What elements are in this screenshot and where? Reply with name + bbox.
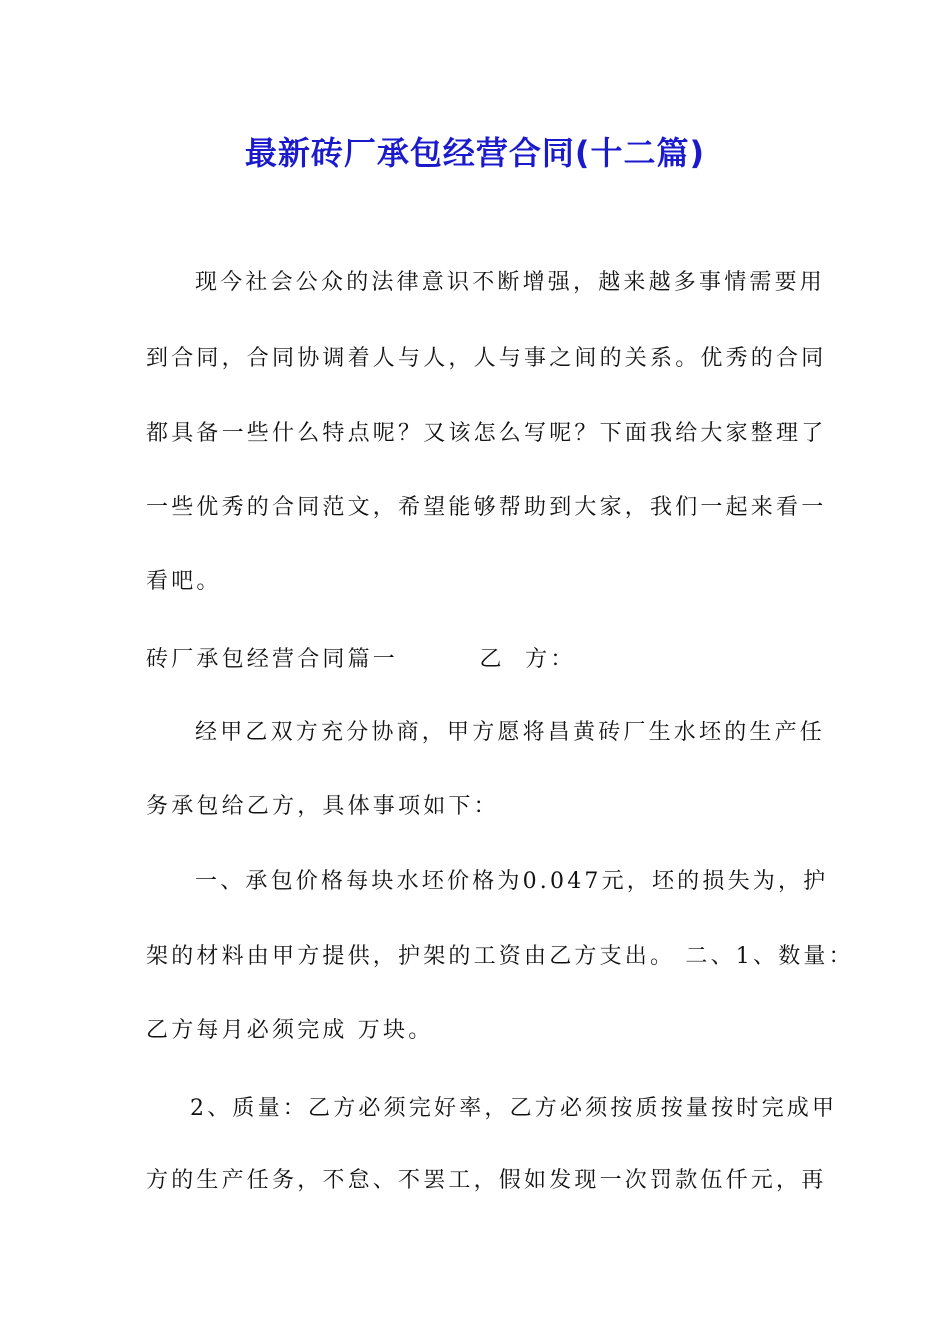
paragraph-line: 现今社会公众的法律意识不断增强，越来越多事情需要用 <box>195 270 826 295</box>
paragraph-line: 一些优秀的合同范文，希望能够帮助到大家，我们一起来看一 <box>146 495 827 520</box>
paragraph-line: 看吧。 <box>146 569 222 594</box>
paragraph-line: 乙方每月必须完成 万块。 <box>146 1018 434 1043</box>
paragraph-line: 架的材料由甲方提供，护架的工资由乙方支出。 二、1、数量： <box>146 944 854 969</box>
paragraph-line: 到合同，合同协调着人与人，人与事之间的关系。优秀的合同 <box>146 346 827 371</box>
paragraph-line: 方的生产任务，不怠、不罢工，假如发现一次罚款伍仟元，再 <box>146 1168 827 1193</box>
paragraph-line: 务承包给乙方，具体事项如下： <box>146 794 499 819</box>
section-heading: 砖厂承包经营合同篇一 乙 方： <box>146 647 576 672</box>
paragraph-line: 一、承包价格每块水坯价格为0.047元，坯的损失为，护 <box>195 869 829 894</box>
paragraph-line: 都具备一些什么特点呢？又该怎么写呢？下面我给大家整理了 <box>146 421 827 446</box>
paragraph-line: 2、质量：乙方必须完好率，乙方必须按质按量按时完成甲 <box>190 1096 838 1121</box>
document-title: 最新砖厂承包经营合同(十二篇) <box>244 134 706 172</box>
paragraph-line: 经甲乙双方充分协商，甲方愿将昌黄砖厂生水坯的生产任 <box>195 720 826 745</box>
